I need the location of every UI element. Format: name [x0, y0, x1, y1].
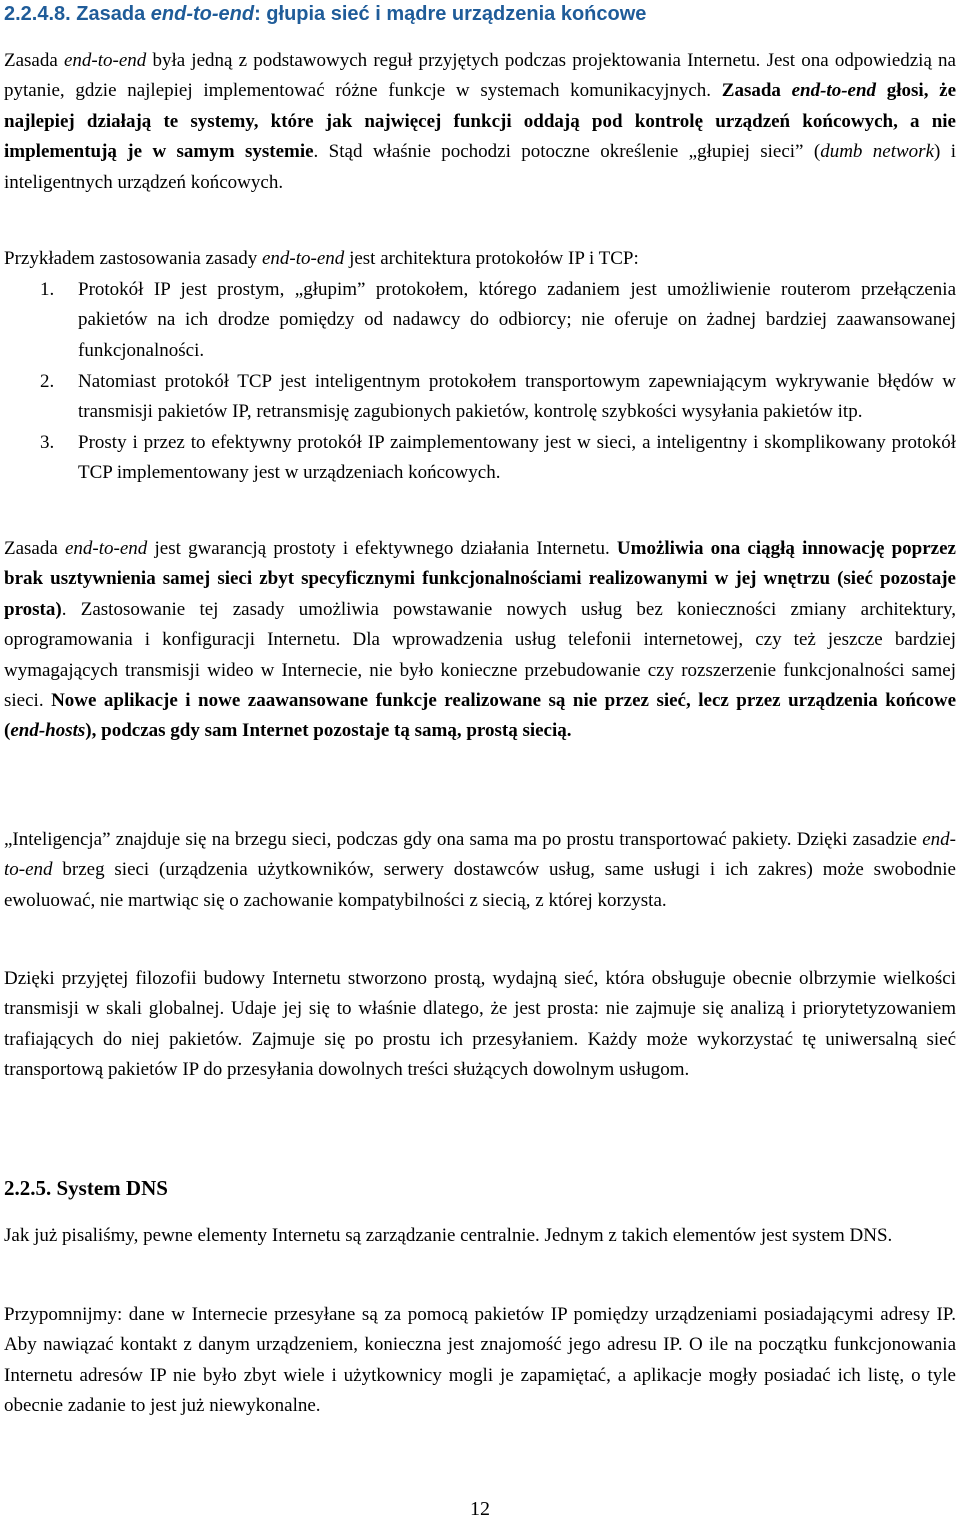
- list-item: 2. Natomiast protokół TCP jest inteligentnym protokołem transportowym zapewniającym wykrywanie błędów w transmisji pakietów IP, retransmisję zagubionych pakietów, kontrolę szybkości wysyłania pakietów itp.: [40, 370, 956, 423]
- paragraph-intelligence: „Inteligencja” znajduje się na brzegu sieci, podczas gdy ona sama ma po prostu transportować pakiety. Dzięki zasadzie end-to-end brzeg sieci (urządzenia użytkowników, serwery dostawców usług, same usługi i ich zakres) może swobodnie ewoluować, nie martwiąc się o zachowanie kompatybilności z siecią, z której korzysta.: [4, 829, 956, 911]
- paragraph-dns-intro: Jak już pisaliśmy, pewne elementy Internetu są zarządzanie centralnie. Jednym z takich elementów jest system DNS.: [4, 1225, 893, 1246]
- protocol-list: [4, 275, 956, 489]
- paragraph-dns-reminder: Przypomnijmy: dane w Internecie przesyłane są za pomocą pakietów IP pomiędzy urządzeniami posiadającymi adresy IP. Aby nawiązać kontakt z danym urządzeniem, konieczna jest znajomość jego adresu IP. O ile na początku funkcjonowania Internetu adresów IP nie było zbyt wiele i użytkownicy mogli je zapamiętać, a aplikacje mogły posiadać ich listę, o tyle obecnie zadanie to jest już niewykonalne.: [4, 1304, 956, 1417]
- list-item: 1. Protokół IP jest prostym, „głupim” protokołem, którego zadaniem jest umożliwienie routerom przełączenia pakietów na ich drodze pomiędzy od nadawcy do odbiorcy; nie oferuje on żadnej bardziej zaawansowanej funkcjonalności.: [40, 279, 956, 361]
- section-heading-dns: 2.2.5. System DNS: [4, 1176, 168, 1200]
- paragraph-philosophy: Dzięki przyjętej filozofii budowy Internetu stworzono prostą, wydajną sieć, która obsługuje obecnie olbrzymie wielkości transmisji w skali globalnej. Udaje jej się to właśnie dlatego, że jest prosta: nie zajmuje się analizą i priorytetyzowaniem trafiających do niej pakietów. Zajmuje się po prostu ich przesyłaniem. Każdy może wykorzystać tę uniwersalną sieć transportową pakietów IP do przesyłania dowolnych treści służących dowolnym usługom.: [4, 968, 956, 1081]
- paragraph-example: Przykładem zastosowania zasady end-to-end jest architektura protokołów IP i TCP:: [4, 248, 639, 269]
- list-item: 3. Prosty i przez to efektywny protokół IP zaimplementowany jest w sieci, a inteligentny i skomplikowany protokół TCP implementowany jest w urządzeniach końcowych.: [40, 432, 956, 484]
- paragraph-intro: Zasada end-to-end była jedną z podstawowych reguł przyjętych podczas projektowania Internetu. Jest ona odpowiedzią na pytanie, gdzie najlepiej implementować różne funkcje w systemach komunikacyjnych. Zasada end-to-end głosi, że najlepiej działają te systemy, które jak najwięcej funkcji oddają pod kontrolę urządzeń końcowych, a nie implementują je w samym systemie. Stąd właśnie pochodzi potoczne określenie „głupiej sieci” (dumb network) i inteligentnych urządzeń końcowych.: [4, 50, 957, 193]
- page-number: 12: [470, 1498, 490, 1520]
- section-heading-end-to-end: 2.2.4.8. Zasada end-to-end: głupia sieć i mądre urządzenia końcowe: [4, 3, 647, 25]
- paragraph-guarantee: Zasada end-to-end jest gwarancją prostoty i efektywnego działania Internetu. Umożliwia ona ciągłą innowację poprzez brak usztywnienia samej sieci zbyt specyficznymi funkcjonalnościami realizowanymi w jej wnętrzu (sieć pozostaje prosta). Zastosowanie tej zasady umożliwia powstawanie nowych usług bez konieczności zmiany architektury, oprogramowania i konfiguracji Internetu. Dla wprowadzenia usług telefonii internetowej, czy też jeszcze bardziej wymagających transmisji wideo w Internecie, nie było konieczne przebudowanie czy rozszerzenie funkcjonalności samej sieci. Nowe aplikacje i nowe zaawansowane funkcje realizowane są nie przez sieć, lecz przez urządzenia końcowe (end-hosts), podczas gdy sam Internet pozostaje tą samą, prostą siecią.: [4, 538, 956, 742]
